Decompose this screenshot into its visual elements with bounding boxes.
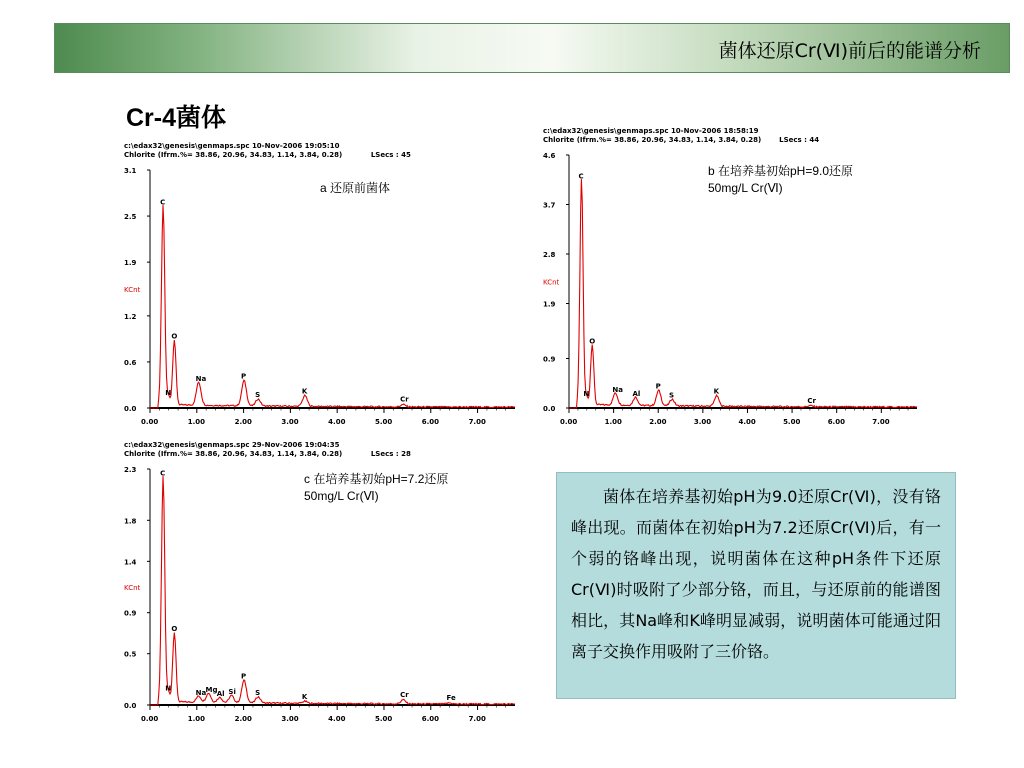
- chart-b-note: [708, 163, 853, 197]
- chart-lsecs-label: LSecs : 28: [370, 450, 411, 458]
- y-tick-label: 2.5: [124, 213, 137, 222]
- chart-lsecs-label: LSecs : 44: [779, 136, 820, 144]
- chart-a-note-line: a 还原前菌体: [320, 181, 391, 195]
- y-tick-label: 2.3: [124, 466, 137, 474]
- x-tick-label: 7.00: [468, 418, 486, 426]
- x-tick-label: 5.00: [374, 715, 393, 723]
- chart-composition-line: Chlorite (Ifrm.%= 38.86, 20.96, 34.83, 1.14, 3.84, 0.28): [124, 450, 343, 458]
- peak-label: Cr: [807, 396, 816, 405]
- x-tick-label: 2.00: [234, 715, 252, 723]
- peak-label: S: [255, 391, 261, 400]
- page-title: Cr-4菌体: [126, 104, 227, 132]
- peak-label: Na: [612, 385, 623, 394]
- x-tick-label: 6.00: [421, 418, 440, 426]
- x-tick-label: 7.00: [468, 715, 486, 723]
- peak-label: Al: [632, 389, 641, 398]
- peak-label: P: [655, 382, 661, 391]
- y-tick-label: 1.2: [124, 312, 137, 321]
- x-tick-label: 1.00: [604, 418, 622, 426]
- peak-label: K: [301, 387, 308, 396]
- chart-lsecs-label: LSecs : 45: [370, 151, 411, 159]
- chart-composition-line: Chlorite (Ifrm.%= 38.86, 20.96, 34.83, 1.14, 3.84, 0.28): [124, 151, 343, 159]
- peak-label: Si: [228, 687, 236, 696]
- y-axis-label: KCnt: [124, 286, 141, 294]
- x-tick-label: 3.00: [281, 418, 299, 426]
- x-tick-label: 6.00: [827, 418, 845, 426]
- y-tick-label: 1.8: [124, 517, 137, 526]
- spectrum-line: [569, 179, 917, 408]
- y-tick-label: 1.9: [543, 300, 556, 309]
- peak-label: K: [301, 692, 308, 701]
- y-tick-label: 3.7: [543, 201, 556, 210]
- y-axis-label: KCnt: [124, 584, 141, 592]
- peak-label: C: [160, 198, 166, 207]
- x-tick-label: 7.00: [872, 418, 890, 426]
- peak-label: S: [255, 688, 261, 697]
- peak-label: Mg: [205, 685, 218, 694]
- chart-path-line: c:\edax32\genesis\genmaps.spc 29-Nov-2006 19:04:35: [124, 441, 340, 449]
- y-tick-label: 3.1: [124, 167, 137, 175]
- y-tick-label: 0.0: [124, 405, 137, 413]
- x-tick-label: 3.00: [281, 715, 299, 723]
- chart-b-note-line: b 在培养基初始pH=9.0还原: [708, 164, 854, 178]
- y-tick-label: 1.9: [124, 259, 137, 268]
- peak-label: K: [713, 387, 720, 396]
- x-tick-label: 1.00: [187, 715, 206, 723]
- peak-label: P: [241, 672, 247, 681]
- spectrum-line: [150, 476, 515, 705]
- peak-label: C: [578, 172, 584, 181]
- chart-composition-line: Chlorite (Ifrm.%= 38.86, 20.96, 34.83, 1.14, 3.84, 0.28): [543, 136, 762, 144]
- x-tick-label: 0.00: [560, 418, 578, 426]
- y-tick-label: 0.5: [124, 650, 137, 659]
- chart-c-note-line: c 在培养基初始pH=7.2还原: [304, 472, 449, 486]
- peak-label: N: [165, 388, 172, 397]
- peak-label: Al: [216, 689, 225, 698]
- x-tick-label: 2.00: [234, 418, 252, 426]
- peak-label: S: [669, 391, 675, 400]
- peak-label: O: [171, 625, 178, 634]
- y-tick-label: 1.4: [124, 558, 137, 567]
- y-tick-label: 2.8: [543, 251, 556, 259]
- chart-b-note-line: 50mg/L Cr(Ⅵ): [708, 181, 783, 195]
- header-banner: [54, 23, 1010, 73]
- x-tick-label: 4.00: [328, 418, 346, 426]
- x-tick-label: 0.00: [141, 715, 159, 723]
- chart-path-line: c:\edax32\genesis\genmaps.spc 10-Nov-2006 18:58:19: [543, 127, 759, 135]
- x-tick-label: 4.00: [328, 715, 346, 723]
- analysis-callout: 菌体在培养基初始pH为9.0还原Cr(Ⅵ)，没有铬峰出现。而菌体在初始pH为7.2还原Cr(Ⅵ)后，有一个弱的铬峰出现，说明菌体在这种pH条件下还原Cr(Ⅵ)时吸附了少部分铬，而且，与还原前的能谱图相比，其Na峰和K峰明显减弱，说明菌体可能通过阳离子交换作用吸附了三价铬。: [556, 472, 956, 699]
- peak-label: Cr: [400, 690, 409, 699]
- peak-label: N: [583, 389, 590, 398]
- peak-label: O: [171, 332, 178, 341]
- x-tick-label: 4.00: [738, 418, 756, 426]
- y-tick-label: 0.9: [124, 609, 137, 618]
- x-tick-label: 5.00: [783, 418, 801, 426]
- x-tick-label: 2.00: [649, 418, 667, 426]
- chart-a-note: [320, 180, 390, 197]
- x-tick-label: 0.00: [141, 418, 159, 426]
- peak-label: N: [165, 684, 172, 693]
- x-tick-label: 5.00: [374, 418, 393, 426]
- chart-path-line: c:\edax32\genesis\genmaps.spc 10-Nov-2006 19:05:10: [124, 142, 340, 150]
- peak-label: Fe: [446, 693, 456, 702]
- y-axis-label: KCnt: [543, 278, 560, 287]
- peak-label: Cr: [400, 395, 409, 404]
- y-tick-label: 4.6: [543, 152, 556, 160]
- peak-label: P: [241, 372, 247, 381]
- x-tick-label: 6.00: [421, 715, 440, 723]
- peak-label: Na: [195, 374, 207, 383]
- y-tick-label: 0.0: [543, 405, 556, 413]
- x-tick-label: 1.00: [187, 418, 206, 426]
- y-tick-label: 0.9: [543, 355, 556, 364]
- peak-label: C: [160, 469, 166, 478]
- x-tick-label: 3.00: [693, 418, 712, 426]
- peak-label: O: [589, 337, 596, 346]
- peak-label: Na: [195, 688, 207, 697]
- header-title: 菌体还原Cr(Ⅵ)前后的能谱分析: [718, 40, 981, 62]
- chart-c-note: [304, 471, 448, 505]
- y-tick-label: 0.6: [124, 358, 137, 367]
- chart-c-note-line: 50mg/L Cr(Ⅵ): [304, 489, 379, 503]
- y-tick-label: 0.0: [124, 702, 137, 710]
